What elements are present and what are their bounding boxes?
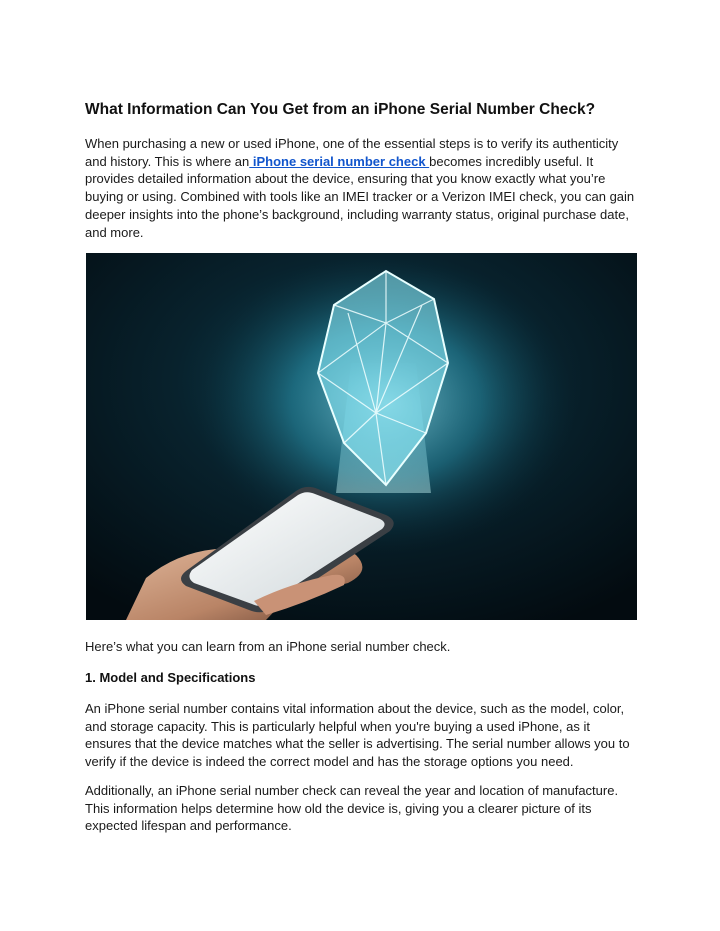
- model-specifications-paragraph: An iPhone serial number contains vital information about the device, such as the model, color, and storage capacity. This is particularly helpful when you're buying a used iPhone, as it ensures that the device matches what the seller is advertising. The serial number allows you to verify if the device is indeed the correct model and has the storage options you need.: [85, 701, 630, 770]
- intro-text-end: becomes incredibly useful. It provides detailed information about the device, ensuring that you know exactly what you’re buying or using. Combined with tools like an IMEI tracker or a Verizon IMEI check, you can gain deeper insights into the phone’s background, including warranty status, original purchase date, and more.: [85, 153, 635, 240]
- lead-in-paragraph: Here’s what you can learn from an iPhone serial number check.: [85, 639, 451, 654]
- intro-paragraph: [85, 135, 635, 241]
- hero-image: [86, 253, 637, 620]
- article-title: What Information Can You Get from an iPhone Serial Number Check?: [85, 101, 596, 118]
- iphone-serial-number-check-link[interactable]: iPhone serial number check: [249, 153, 430, 169]
- intro-text-start: When purchasing a new or used iPhone, one of the essential steps is to verify its authenticity and history. This is where an: [85, 136, 619, 169]
- hand-phone-hologram-illustration: [86, 253, 637, 620]
- section-heading-model-specifications: 1. Model and Specifications: [85, 670, 256, 685]
- manufacture-info-paragraph: Additionally, an iPhone serial number check can reveal the year and location of manufacture. This information helps determine how old the device is, giving you a clearer picture of its expected lifespan and performance.: [85, 783, 619, 834]
